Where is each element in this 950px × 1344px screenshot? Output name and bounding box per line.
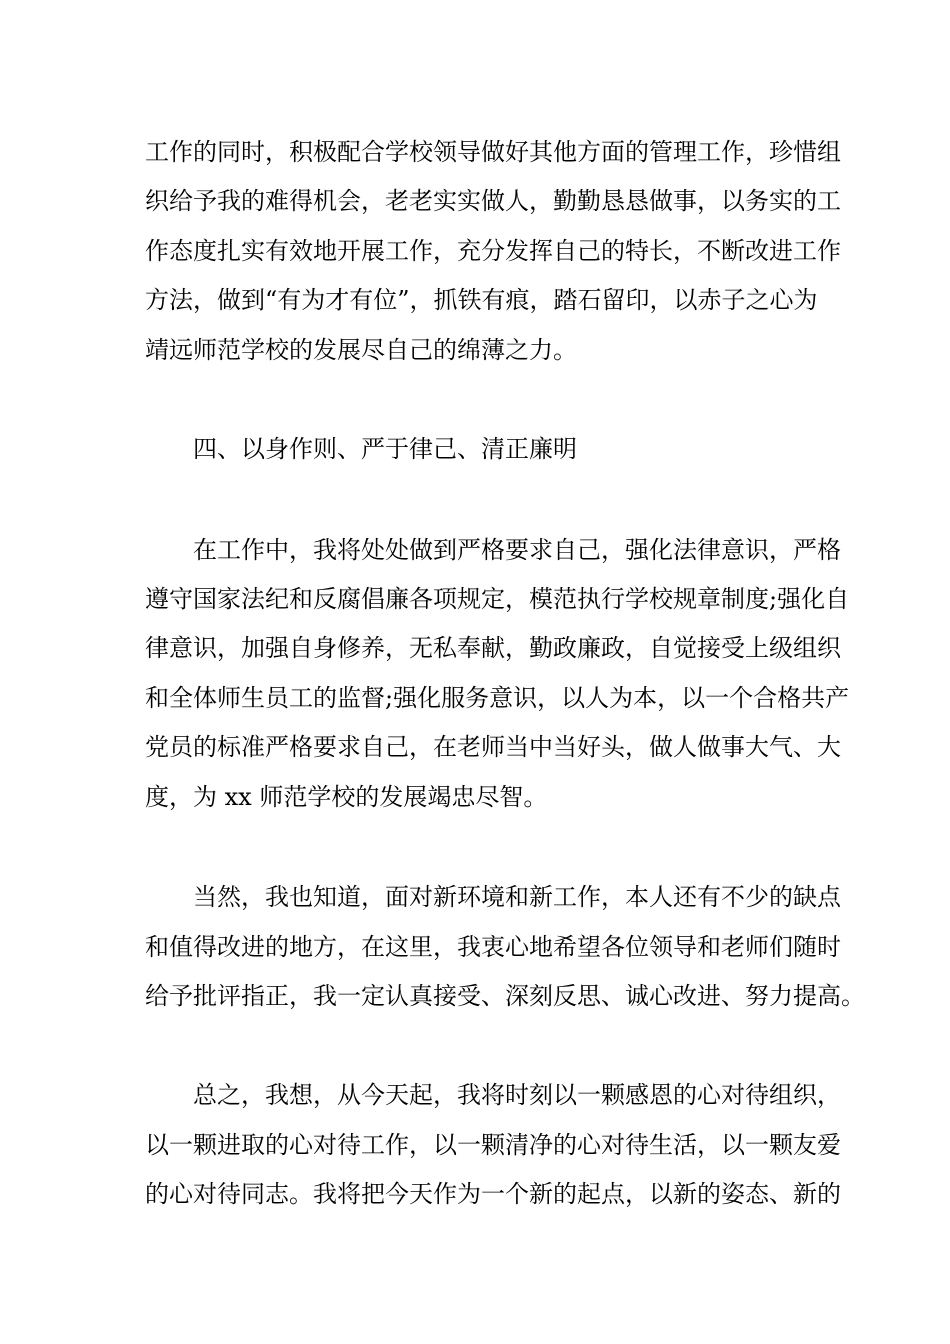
- paragraph-line: 作态度扎实有效地开展工作，充分发挥自己的特长，不断改进工作: [145, 237, 841, 265]
- paragraph-line: 给予批评指正，我一定认真接受、深刻反思、诚心改进、努力提高。: [145, 982, 865, 1010]
- paragraph-line: 和值得改进的地方，在这里，我衷心地希望各位领导和老师们随时: [145, 933, 841, 961]
- paragraph-line: 靖远师范学校的发展尽自己的绵薄之力。: [145, 336, 577, 364]
- paragraph-line: 工作的同时，积极配合学校领导做好其他方面的管理工作，珍惜组: [145, 138, 841, 166]
- paragraph-line: 织给予我的难得机会，老老实实做人，勤勤恳恳做事，以务实的工: [145, 187, 841, 215]
- section-heading: 四、以身作则、严于律己、清正廉明: [193, 435, 577, 463]
- paragraph-line: 党员的标准严格要求自己，在老师当中当好头，做人做事大气、大: [145, 733, 841, 761]
- paragraph-line: 以一颗进取的心对待工作，以一颗清净的心对待生活，以一颗友爱: [145, 1131, 841, 1159]
- paragraph-line: 的心对待同志。我将把今天作为一个新的起点，以新的姿态、新的: [145, 1180, 841, 1208]
- paragraph-line: 当然，我也知道，面对新环境和新工作，本人还有不少的缺点: [193, 883, 841, 911]
- paragraph-line: 度，为 xx 师范学校的发展竭忠尽智。: [145, 783, 548, 811]
- paragraph-line: 方法，做到“有为才有位”，抓铁有痕，踏石留印，以赤子之心为: [145, 286, 818, 314]
- paragraph-line: 律意识，加强自身修养，无私奉献，勤政廉政，自觉接受上级组织: [145, 634, 841, 662]
- paragraph-line: 总之，我想，从今天起，我将时刻以一颗感恩的心对待组织，: [193, 1081, 841, 1109]
- paragraph-line: 遵守国家法纪和反腐倡廉各项规定，模范执行学校规章制度;强化自: [145, 585, 850, 613]
- paragraph-line: 和全体师生员工的监督;强化服务意识，以人为本，以一个合格共产: [145, 684, 850, 712]
- paragraph-line: 在工作中，我将处处做到严格要求自己，强化法律意识，严格: [193, 536, 841, 564]
